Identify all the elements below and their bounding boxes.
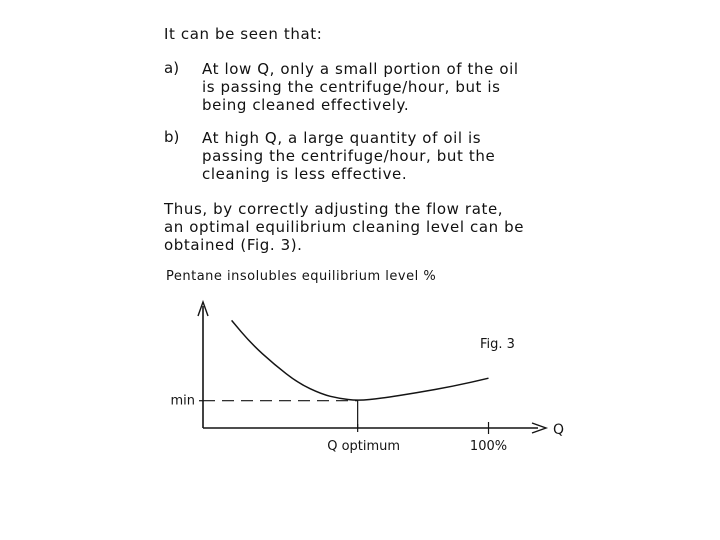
x-tick-label-100: 100%	[469, 439, 508, 454]
text-line: cleaning is less effective.	[202, 165, 408, 183]
text-line: an optimal equilibrium cleaning level can be	[164, 218, 525, 236]
text-line: Thus, by correctly adjusting the flow rate,	[164, 200, 504, 218]
list-marker-a: a)	[164, 59, 180, 77]
text-line: being cleaned effectively.	[202, 96, 410, 114]
x-axis-label: Q	[553, 422, 565, 438]
text-line: passing the centrifuge/hour, but the	[202, 147, 496, 165]
list-marker-b: b)	[164, 128, 180, 146]
series-line	[232, 320, 489, 400]
chart-title: Pentane insolubles equilibrium level %	[166, 269, 437, 284]
text-line: is passing the centrifuge/hour, but is	[202, 78, 501, 96]
text-line: At high Q, a large quantity of oil is	[202, 129, 482, 147]
x-tick-label-optimum: Q optimum	[327, 439, 401, 454]
text-line: At low Q, only a small portion of the oil	[202, 60, 519, 78]
text-line: obtained (Fig. 3).	[164, 236, 303, 254]
y-tick-label-min: min	[170, 393, 195, 409]
intro-text: It can be seen that:	[164, 25, 323, 43]
figure-label: Fig. 3	[480, 337, 515, 352]
